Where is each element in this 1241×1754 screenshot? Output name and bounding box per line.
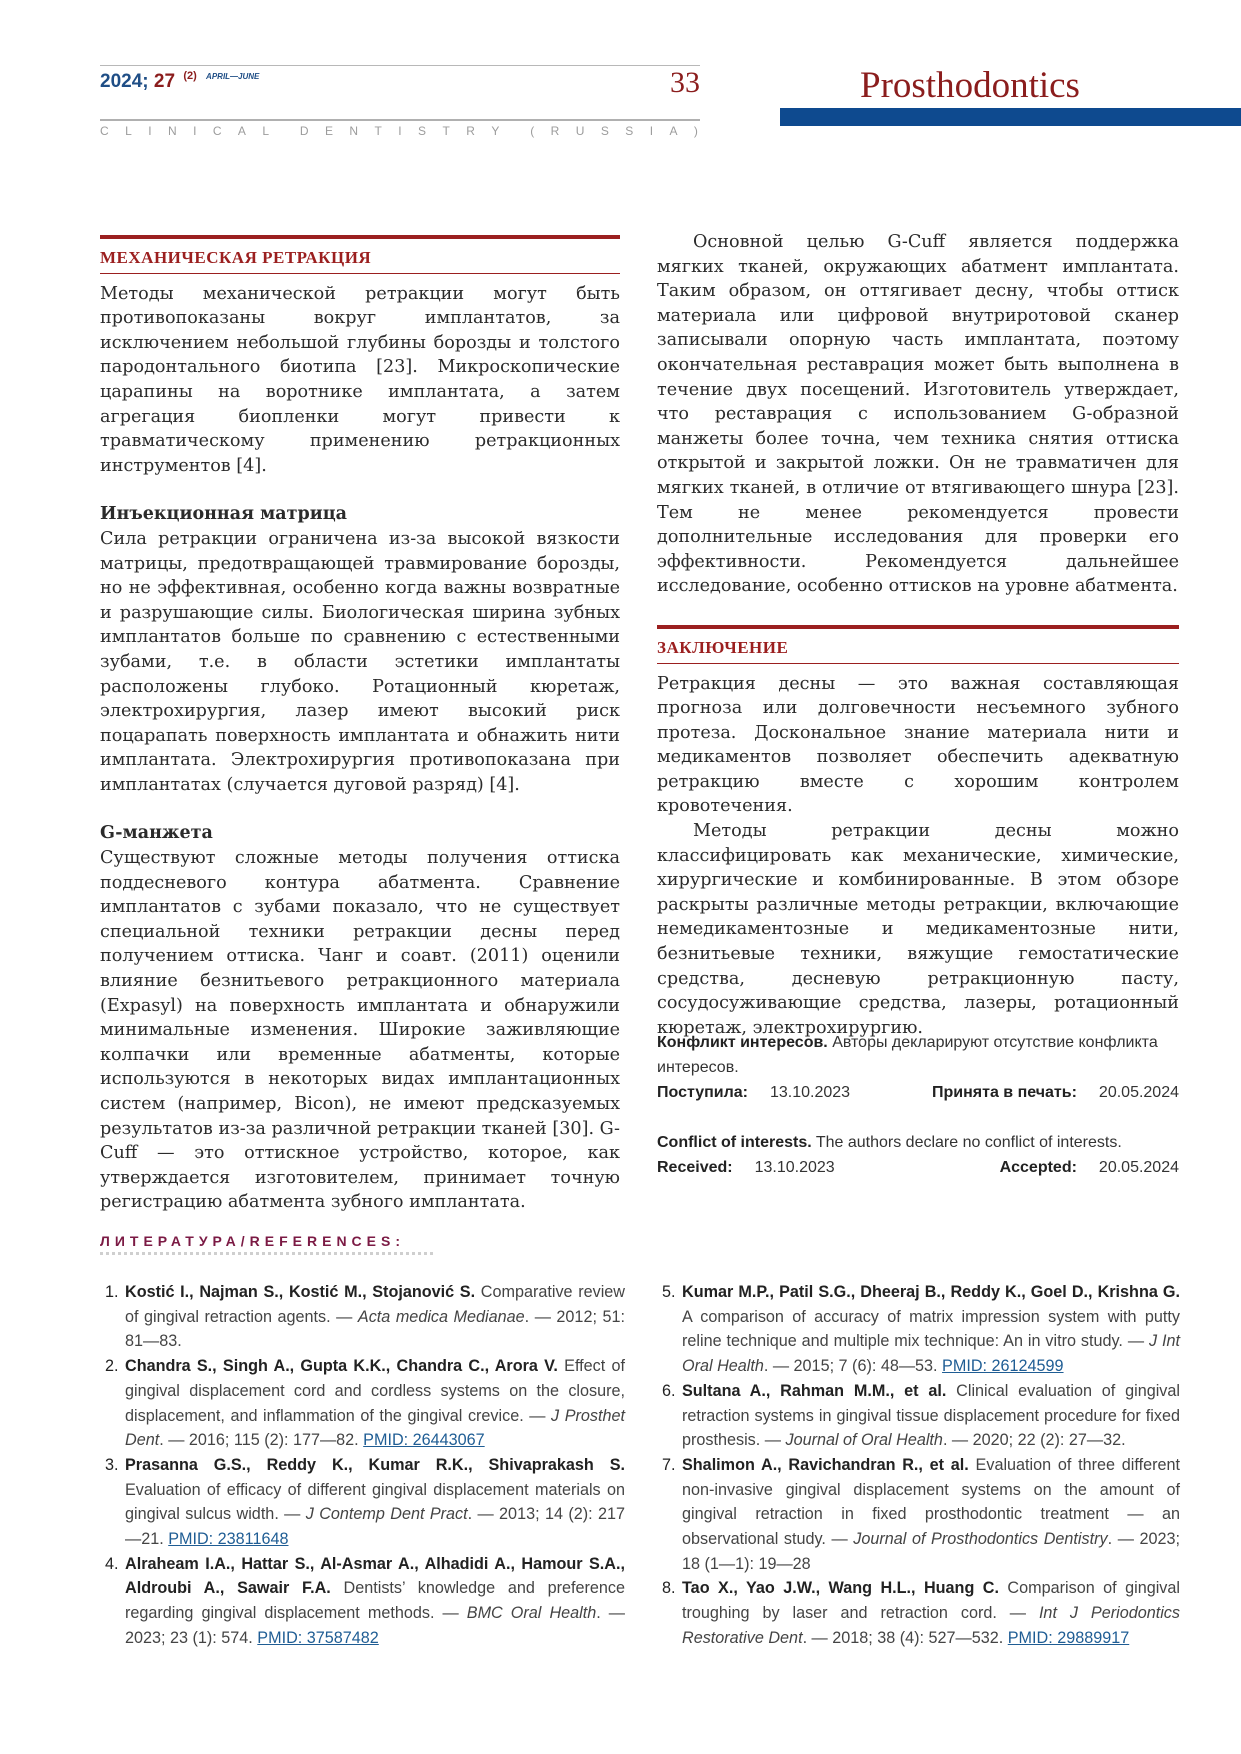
journal-letter: ( xyxy=(530,124,537,138)
reference-journal: J Contemp Dent Pract xyxy=(305,1505,468,1524)
subheading-g-cuff: G-манжета xyxy=(100,823,213,844)
journal-letter: U xyxy=(575,124,587,138)
reference-item xyxy=(662,1576,1180,1650)
reference-pmid-link[interactable]: PMID: 37587482 xyxy=(257,1628,379,1647)
conflict-ru-label: Конфликт интересов. xyxy=(657,1034,828,1051)
reference-authors: Shalimon A., Ravichandran R., et al. xyxy=(682,1455,969,1474)
paragraph-g-cuff: Существуют сложные методы получения оттиска поддесневого контура абатмента. Сравнение имплантатов с зубами показало, что не существует специальной техники ретракции десны перед получением оттиска. Чанг и соавт. (2011) оценили влияние безнитьевого ретракционного материала (Expasyl) на поверхность имплантата и обнаружили минимальные изменения. Широкие заживляющие колпачки или временные абатменты, которые используются в некоторых видах имплантационных систем (например, Bicon), не имеют предсказуемых результатов из-за различной ретракции тканей [30]. G-Cuff — это оттискное устройство, которое, как утверждается изготовителем, принимает точную регистрацию абатмента зубного имплантата. xyxy=(100,848,620,1213)
issue-year: 2024; xyxy=(100,71,149,92)
journal-letter: S xyxy=(418,124,429,138)
reference-title: Evaluation of efficacy of different gingival displacement materials on gingival sulcus width. — xyxy=(125,1480,625,1524)
reference-body xyxy=(125,1280,625,1354)
journal-letter: S xyxy=(600,124,611,138)
accepted-en-label: Accepted: xyxy=(999,1159,1077,1176)
reference-title: Effect of gingival displacement cord and cordless systems on the closure, displacement, and inflammation of the gingival crevice. — xyxy=(125,1357,625,1425)
accepted-ru-date: 20.05.2024 xyxy=(1098,1084,1179,1101)
reference-authors: Tao X., Yao J.W., Wang H.L., Huang C. xyxy=(682,1579,999,1598)
reference-number: 3. xyxy=(105,1455,119,1474)
section-title: Prosthodontics xyxy=(860,65,1080,106)
reference-item xyxy=(662,1453,1180,1577)
right-column xyxy=(657,230,1179,1040)
received-ru-label: Поступила: xyxy=(657,1084,748,1101)
reference-item xyxy=(662,1379,1180,1453)
journal-letter: C xyxy=(212,124,224,138)
received-ru-date: 13.10.2023 xyxy=(769,1084,851,1101)
journal-letter: I xyxy=(649,124,656,138)
reference-body xyxy=(125,1453,625,1552)
reference-number: 2. xyxy=(105,1357,119,1376)
reference-item xyxy=(105,1552,625,1651)
journal-letter: S xyxy=(625,124,636,138)
journal-letter: N xyxy=(167,124,179,138)
reference-number: 4. xyxy=(105,1554,119,1573)
reference-body xyxy=(682,1453,1180,1577)
references-dotted-rule xyxy=(100,1252,433,1255)
conflict-en-text: The authors declare no conflict of interests. xyxy=(815,1134,1122,1151)
reference-number: 7. xyxy=(662,1455,676,1474)
issue-number: (2) xyxy=(183,70,197,82)
reference-item xyxy=(105,1453,625,1552)
reference-details: . — 2023; 18 (1—1): 19—28 xyxy=(682,1530,1181,1573)
reference-details: . — 2023; 23 (1): 574. xyxy=(125,1604,625,1647)
reference-title: Dentists’ knowledge and preference regarding gingival displacement methods. — xyxy=(125,1579,625,1623)
reference-authors: Prasanna G.S., Reddy K., Kumar R.K., Shivaprakash S. xyxy=(125,1455,625,1474)
journal-letter: ) xyxy=(693,124,700,138)
reference-number: 8. xyxy=(662,1579,676,1598)
reference-details: . — 2013; 14 (2): 217—21. xyxy=(125,1505,625,1549)
journal-letter: A xyxy=(669,124,680,138)
paragraph-conclusion-2: Методы ретракции десны можно классифицировать как механические, химические, хирургические и комбинированные. В этом обзоре раскрыты различные методы ретракции, включающие немедикаментозные и медикаментозные нити, безнитьевые техники, вяжущие гемостатические средства, десневую ретракционную пасту, сосудосуживающие средства, лазеры, ротационный кюретаж, электрохирургию. xyxy=(657,821,1179,1038)
reference-title: Comparison of gingival troughing by laser and retraction cord. — xyxy=(682,1579,1180,1623)
reference-journal: Int J Periodontics Restorative Dent xyxy=(682,1604,1180,1647)
reference-authors: Sultana A., Rahman M.M., et al. xyxy=(682,1381,947,1400)
reference-body xyxy=(125,1354,625,1453)
journal-name xyxy=(100,124,700,138)
journal-letter: I xyxy=(193,124,199,138)
references-list-right xyxy=(662,1280,1180,1651)
section-heading-mechanical-retraction: МЕХАНИЧЕСКАЯ РЕТРАКЦИЯ xyxy=(100,235,620,274)
reference-item xyxy=(105,1354,625,1453)
issue-info xyxy=(100,70,259,93)
header-rule-bottom xyxy=(100,119,700,121)
reference-pmid-link[interactable]: PMID: 26443067 xyxy=(363,1431,485,1450)
reference-number: 6. xyxy=(662,1381,676,1400)
article-meta xyxy=(657,1030,1179,1180)
reference-journal: Journal of Prosthodontics Dentistry xyxy=(853,1530,1108,1549)
reference-body xyxy=(125,1552,625,1651)
conflict-en xyxy=(657,1130,1179,1155)
left-column xyxy=(100,235,620,1215)
journal-letter: T xyxy=(374,124,384,138)
reference-journal: Acta medica Medianae xyxy=(357,1307,525,1326)
reference-journal: BMC Oral Health xyxy=(466,1604,597,1623)
dates-en xyxy=(657,1155,1179,1180)
subheading-injection-matrix: Инъекционная матрица xyxy=(100,504,347,525)
header-rule-top xyxy=(100,65,700,66)
issue-period: APRIL—JUNE xyxy=(206,72,260,81)
reference-authors: Chandra S., Singh A., Gupta K.K., Chandra C., Arora V. xyxy=(125,1357,558,1376)
reference-number: 1. xyxy=(105,1283,119,1301)
accepted-en-date: 20.05.2024 xyxy=(1098,1159,1179,1176)
journal-letter: N xyxy=(349,124,361,138)
conflict-ru-text: Авторы декларируют отсутствие конфликта интересов. xyxy=(657,1034,1158,1076)
accepted-ru-label: Принята в печать: xyxy=(932,1084,1077,1101)
references-list-left xyxy=(105,1280,625,1651)
conflict-en-label: Conflict of interests. xyxy=(657,1134,812,1151)
paragraph-conclusion-1: Ретракция десны — это важная составляющая прогноза или долговечности несъемного зубного протеза. Доскональное знание материала нити и медикаментов позволяет обеспечить адекватную ретракцию вместе с хорошим контролем кровотечения. xyxy=(657,673,1179,817)
journal-letter: D xyxy=(299,124,311,138)
journal-letter: Y xyxy=(491,124,502,138)
journal-letter: A xyxy=(237,124,248,138)
conflict-ru xyxy=(657,1030,1179,1080)
reference-body xyxy=(682,1379,1180,1453)
journal-letter: E xyxy=(324,124,335,138)
journal-letter: T xyxy=(442,124,452,138)
section-color-bar xyxy=(780,108,1241,126)
reference-item xyxy=(662,1280,1180,1379)
journal-letter: L xyxy=(125,124,134,138)
reference-details: . — 2018; 38 (4): 527—532. xyxy=(802,1628,1008,1647)
reference-title: Comparative review of gingival retraction agents. — xyxy=(125,1283,625,1326)
reference-details: . — 2020; 22 (2): 27—32. xyxy=(942,1431,1126,1450)
journal-letter: R xyxy=(550,124,562,138)
dates-ru xyxy=(657,1080,1179,1105)
received-en-date: 13.10.2023 xyxy=(754,1159,835,1176)
reference-pmid-link[interactable]: PMID: 23811648 xyxy=(168,1530,289,1549)
journal-letter: L xyxy=(262,124,272,138)
journal-letter: I xyxy=(148,124,154,138)
paragraph-injection-matrix: Сила ретракции ограничена из-за высокой вязкости матрицы, предотвращающей травмирование борозды, но не эффективная, особенно когда важны возвратные и разрушающие силы. Биологическая ширина зубных имплантатов больше по сравнению с естественными зубами, т.е. в области эстетики имплантаты расположены глубоко. Ротационный кюретаж, электрохирургия, лазер имеют высокий риск поцарапать поверхность имплантата и обнажить нити имплантата. Электрохирургия противопоказана при имплантатах (случается дуговой разряд) [4]. xyxy=(100,528,620,795)
journal-letter: R xyxy=(466,124,477,138)
reference-item xyxy=(105,1280,625,1354)
reference-title: Evaluation of three different non-invasive gingival displacement systems on the amount of gingival retraction in fixed prosthodontic treatment — an observational study. — xyxy=(682,1455,1180,1549)
reference-pmid-link[interactable]: PMID: 26124599 xyxy=(942,1357,1064,1376)
received-en-label: Received: xyxy=(657,1159,733,1176)
paragraph-mechanical-retraction: Методы механической ретракции могут быть противопоказаны вокруг имплантатов, за исключением небольшой глубины борозды и толстого пародонтального биотипа [23]. Микроскопические царапины на воротнике имплантата, а затем агрегация биопленки могут привести к травматическому применению ретракционных инструментов [4]. xyxy=(100,283,620,476)
reference-journal: Journal of Oral Health xyxy=(785,1431,943,1450)
journal-letter: C xyxy=(100,124,111,138)
reference-body xyxy=(682,1280,1180,1379)
references-title: ЛИТЕРАТУРА/REFERENCES: xyxy=(100,1233,406,1249)
reference-details: . — 2016; 115 (2): 177—82. xyxy=(159,1431,364,1450)
reference-title: Clinical evaluation of gingival retraction systems in gingival tissue displacement procedure for fixed prosthesis. — xyxy=(682,1381,1180,1450)
reference-authors: Alraheam I.A., Hattar S., Al-Asmar A., Alhadidi A., Hamour S.A., Aldroubi A., Sawair F.A. xyxy=(125,1554,625,1598)
reference-journal: J Prosthet Dent xyxy=(125,1406,625,1450)
section-heading-conclusion: ЗАКЛЮЧЕНИЕ xyxy=(657,625,1179,664)
reference-details: . — 2012; 51: 81—83. xyxy=(125,1307,625,1351)
page-number: 33 xyxy=(670,66,700,99)
reference-body xyxy=(682,1576,1180,1650)
reference-authors: Kostić I., Najman S., Kostić M., Stojanović S. xyxy=(125,1283,476,1301)
paragraph-g-cuff-purpose: Основной целью G-Cuff является поддержка мягких тканей, окружающих абатмент имплантата. Таким образом, он оттягивает десну, чтобы оттиск материала или цифровой внутриротовой сканер записывали опорную часть имплантата, поэтому окончательная реставрация может быть выполнена в течение двух посещений. Изготовитель утверждает, что реставрация с использованием G-образной манжеты более точна, чем техника снятия оттиска открытой и закрытой ложки. Он не травматичен для мягких тканей, в отличие от втягивающего шнура [23]. Тем не менее рекомендуется провести дополнительные исследования для проверки его эффективности. Рекомендуется дальнейшее исследование, особенно оттисков на уровне абатмента. xyxy=(657,232,1179,597)
reference-number: 5. xyxy=(662,1283,676,1301)
reference-title: A comparison of accuracy of matrix impression system with putty reline technique and multiple mix technique: An in vitro study. — xyxy=(682,1307,1180,1351)
journal-letter: I xyxy=(398,124,404,138)
reference-authors: Kumar M.P., Patil S.G., Dheeraj B., Reddy K., Goel D., Krishna G. xyxy=(682,1283,1180,1301)
reference-details: . — 2015; 7 (6): 48—53. xyxy=(763,1357,943,1376)
issue-volume: 27 xyxy=(153,71,176,92)
reference-pmid-link[interactable]: PMID: 29889917 xyxy=(1007,1628,1130,1647)
reference-journal: J Int Oral Health xyxy=(682,1332,1180,1376)
